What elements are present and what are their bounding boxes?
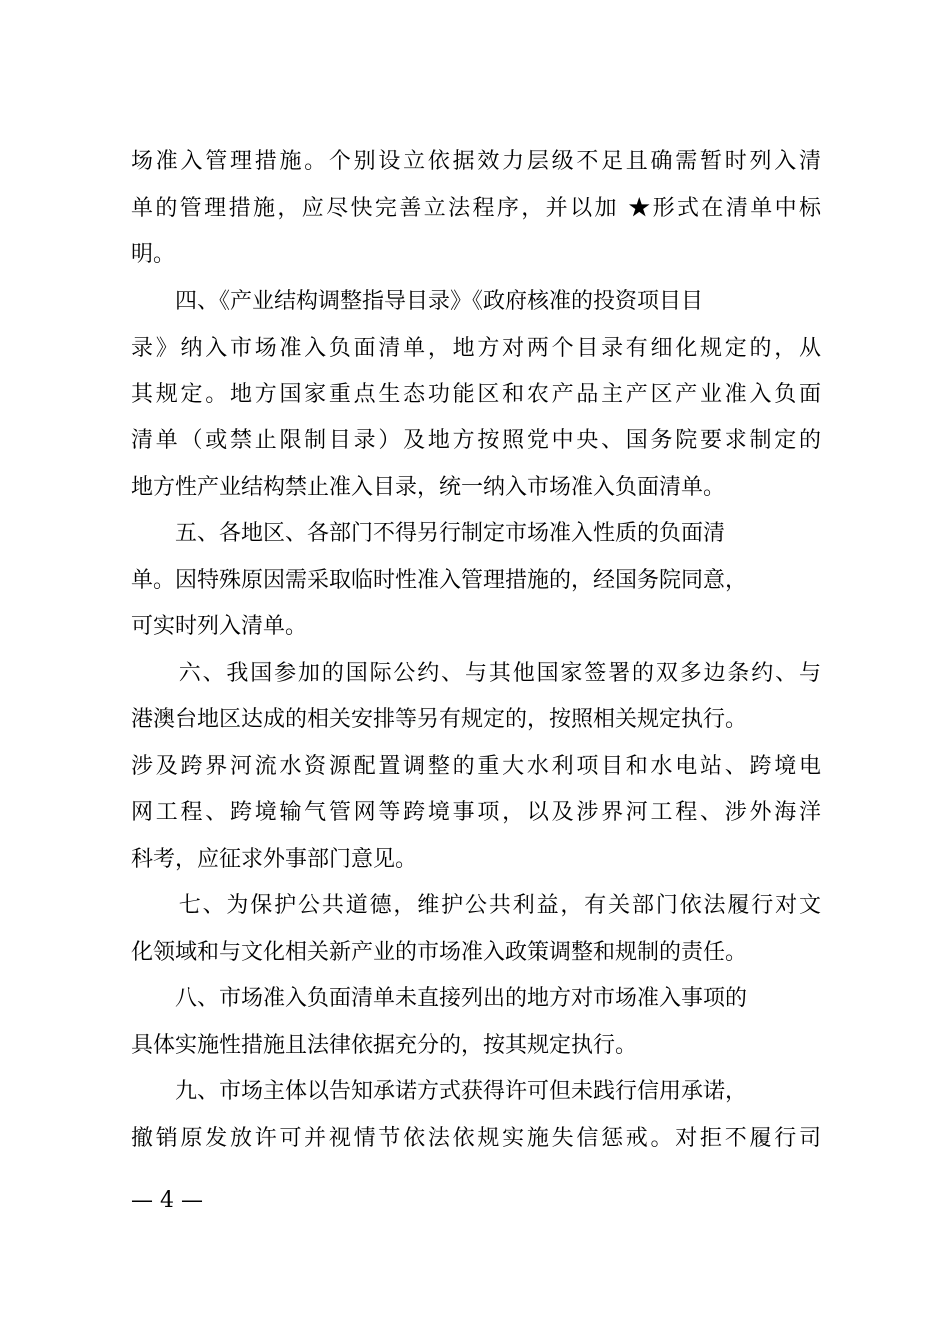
text-line: 化领域和与文化相关新产业的市场准入政策调整和规制的责任。: [131, 940, 748, 965]
text-line: 科考，应征求外事部门意见。: [131, 847, 418, 872]
text-line: 撤销原发放许可并视情节依法依规实施失信惩戒。对拒不履行司: [131, 1126, 821, 1151]
text-line: 港澳台地区达成的相关安排等另有规定的，按照相关规定执行。: [131, 707, 748, 732]
text-line: 九、市场主体以告知承诺方式获得许可但未践行信用承诺，: [131, 1079, 748, 1104]
text-line: 四、《产业结构调整指导目录》《政府核准的投资项目目: [131, 289, 704, 314]
text-line: 单。因特殊原因需采取临时性准入管理措施的，经国务院同意，: [131, 568, 748, 593]
text-line: 六、我国参加的国际公约、与其他国家签署的双多边条约、与: [131, 661, 821, 686]
text-line: 网工程、跨境输气管网等跨境事项，以及涉界河工程、涉外海洋: [131, 800, 821, 825]
text-line: 地方性产业结构禁止准入目录，统一纳入市场准入负面清单。: [131, 475, 726, 500]
text-line: 单的管理措施，应尽快完善立法程序，并以加 ★形式在清单中标: [131, 196, 821, 221]
text-line: 其规定。地方国家重点生态功能区和农产品主产区产业准入负面: [131, 382, 821, 407]
text-line: 明。: [131, 242, 176, 267]
text-line: 七、为保护公共道德，维护公共利益，有关部门依法履行对文: [131, 893, 821, 918]
page-number: — 4 —: [131, 1188, 203, 1213]
text-line: 涉及跨界河流水资源配置调整的重大水利项目和水电站、跨境电: [131, 754, 821, 779]
text-line: 五、各地区、各部门不得另行制定市场准入性质的负面清: [131, 521, 726, 546]
text-line: 具体实施性措施且法律依据充分的，按其规定执行。: [131, 1033, 638, 1058]
text-line: 录》纳入市场准入负面清单，地方对两个目录有细化规定的，从: [131, 336, 821, 361]
text-line: 可实时列入清单。: [131, 614, 308, 639]
text-line: 场准入管理措施。个别设立依据效力层级不足且确需暂时列入清: [131, 149, 821, 174]
text-line: 清单（或禁止限制目录）及地方按照党中央、国务院要求制定的: [131, 428, 821, 453]
text-line: 八、市场准入负面清单未直接列出的地方对市场准入事项的: [131, 986, 748, 1011]
